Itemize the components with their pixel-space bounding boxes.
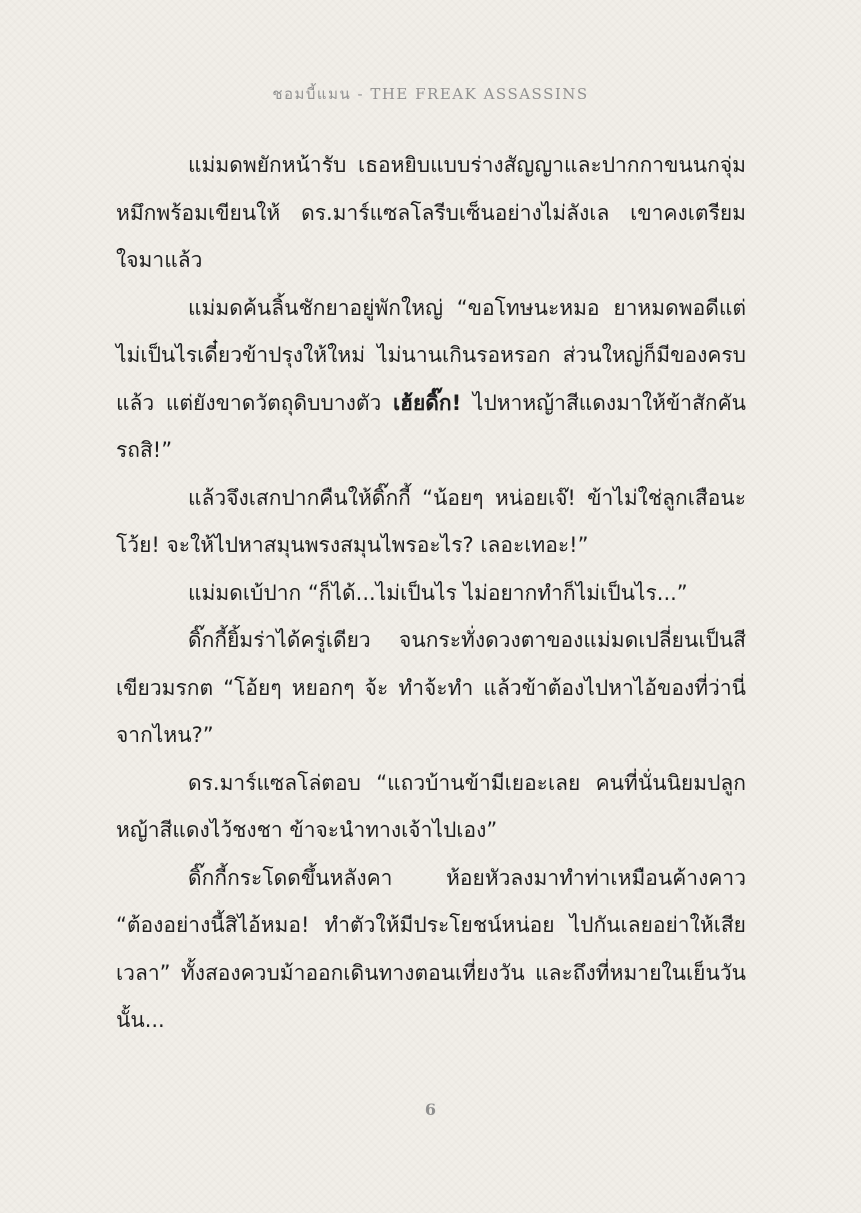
body-text bbox=[116, 142, 746, 1045]
running-header: ชอมบี้แมน - THE FREAK ASSASSINS bbox=[272, 85, 589, 103]
emphasis-text: เฮ้ยดิ๊ก! bbox=[392, 390, 462, 415]
paragraph: ดร.มาร์แซลโล่ตอบ “แถวบ้านข้ามีเยอะเลย คนที่นั่นนิยมปลูกหญ้าสีแดงไว้ชงชา ข้าจะนำทางเจ้าไปเอง” bbox=[116, 770, 746, 842]
paragraph: ดิ๊กกี้กระโดดขึ้นหลังคา ห้อยหัวลงมาทำท่าเหมือนค้างคาว “ต้องอย่างนี้สิไอ้หมอ! ทำตัวให้มีประโยชน์หน่อย ไปกันเลยอย่าให้เสียเวลา” ทั้งสองควบม้าออกเดินทางตอนเที่ยงวัน และถึงที่หมายในเย็นวันนั้น... bbox=[116, 865, 746, 1032]
paragraph: แม่มดเบ้ปาก “ก็ได้...ไม่เป็นไร ไม่อยากทำก็ไม่เป็นไร...” bbox=[188, 580, 688, 605]
paragraph: แล้วจึงเสกปากคืนให้ดิ๊กกี้ “น้อยๆ หน่อยเจ๊! ข้าไม่ใช่ลูกเสือนะโว้ย! จะให้ไปหาสมุนพรงสมุนไพรอะไร? เลอะเทอะ!” bbox=[116, 485, 746, 557]
paragraph: ดิ๊กกี้ยิ้มร่าได้ครู่เดียว จนกระทั่งดวงตาของแม่มดเปลี่ยนเป็นสีเขียวมรกต “โอ้ยๆ หยอกๆ จ้ะ ทำจ้ะทำ แล้วข้าต้องไปหาไอ้ของที่ว่านี่จากไหน?” bbox=[116, 628, 746, 747]
page-number: 6 bbox=[424, 1100, 437, 1119]
paragraph: แม่มดพยักหน้ารับ เธอหยิบแบบร่างสัญญาและปากกาขนนกจุ่มหมึกพร้อมเขียนให้ ดร.มาร์แซลโลรีบเซ็นอย่างไม่ลังเล เขาคงเตรียมใจมาแล้ว bbox=[116, 153, 746, 272]
paragraph-text: แม่มดค้นลิ้นชักยาอยู่พักใหญ่ “ขอโทษนะหมอ ยาหมดพอดีแต่ไม่เป็นไรเดี๋ยวข้าปรุงให้ใหม่ ไม่นานเกินรอหรอก ส่วนใหญ่ก็มีของครบแล้ว แต่ยังขาดวัตถุดิบบางตัว bbox=[116, 295, 746, 415]
paragraph bbox=[116, 285, 746, 475]
paragraph-text: ไปหาหญ้าสีแดงมาให้ข้าสักคันรถสิ!” bbox=[116, 390, 747, 462]
